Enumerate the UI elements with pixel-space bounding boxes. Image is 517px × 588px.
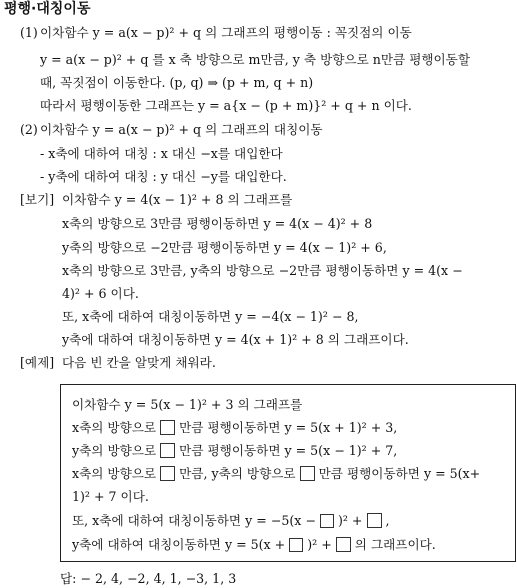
answer-blank-3[interactable] bbox=[160, 466, 175, 481]
box-line-4: 1)² + 7 이다. bbox=[72, 489, 149, 504]
section-1-line-2: 때, 꼭짓점이 이동한다. (p, q) ⇒ (p + m, q + n) bbox=[40, 75, 314, 90]
box-line-0: 이차함수 y = 5(x − 1)² + 3 의 그래프를 bbox=[72, 397, 303, 412]
box-line-3-text-a: x축의 방향으로 bbox=[72, 466, 157, 481]
example-heading: 이차함수 y = 4(x − 1)² + 8 의 그래프를 bbox=[62, 192, 293, 207]
example-line-2: y축의 방향으로 −2만큼 평행이동하면 y = 4(x − 1)² + 6, bbox=[62, 240, 387, 255]
box-line-1-text-a: x축의 방향으로 bbox=[72, 420, 157, 435]
answer-blank-2[interactable] bbox=[160, 443, 175, 458]
section-2-number: (2) bbox=[20, 122, 38, 137]
exercise-tag: [예제] bbox=[20, 355, 55, 370]
answer-blank-7[interactable] bbox=[289, 538, 303, 552]
box-line-1 bbox=[72, 419, 397, 437]
box-line-2-text-b: 만큼 평행이동하면 y = 5(x − 1)² + 7, bbox=[179, 443, 398, 458]
exercise-heading: 다음 빈 칸을 알맞게 채워라. bbox=[62, 355, 216, 370]
example-tag: [보기] bbox=[20, 192, 55, 207]
box-line-6-text-b: )² + bbox=[307, 537, 332, 552]
page-title: 평행·대칭이동 bbox=[4, 1, 91, 17]
example-line-4: 4)² + 6 이다. bbox=[62, 286, 139, 301]
box-line-2-text-a: y축의 방향으로 bbox=[72, 443, 157, 458]
box-line-5-text-a: 또, x축에 대하여 대칭이동하면 y = −5(x − bbox=[72, 513, 316, 528]
box-line-5 bbox=[72, 512, 390, 530]
box-line-3-text-c: 만큼 평행이동하면 y = 5(x+ bbox=[318, 466, 481, 481]
box-line-6-text-c: 의 그래프이다. bbox=[354, 537, 436, 552]
example-line-3: x축의 방향으로 3만큼, y축의 방향으로 −2만큼 평행이동하면 y = 4(x − bbox=[62, 263, 463, 278]
section-1-heading: 이차함수 y = a(x − p)² + q 의 그래프의 평행이동 : 꼭짓점의 이동 bbox=[40, 25, 412, 40]
box-line-5-text-c: , bbox=[385, 513, 390, 528]
section-2-line-2: - y축에 대하여 대칭 : y 대신 −y를 대입한다. bbox=[40, 169, 287, 184]
section-1-line-3: 따라서 평행이동한 그래프는 y = a{x − (p + m)}² + q + n 이다. bbox=[40, 98, 412, 113]
section-1-number: (1) bbox=[20, 25, 38, 40]
answer-line: 답: − 2, 4, −2, 4, 1, −3, 1, 3 bbox=[60, 571, 237, 586]
section-2-line-1: - x축에 대하여 대칭 : x 대신 −x를 대입한다 bbox=[40, 146, 283, 161]
answer-blank-8[interactable] bbox=[336, 537, 351, 552]
box-line-1-text-b: 만큼 평행이동하면 y = 5(x + 1)² + 3, bbox=[179, 420, 398, 435]
section-1-line-1: y = a(x − p)² + q 를 x 축 방향으로 m만큼, y 축 방향으로 n만큼 평행이동할 bbox=[40, 52, 471, 67]
answer-blank-5[interactable] bbox=[320, 514, 334, 528]
section-2-heading: 이차함수 y = a(x − p)² + q 의 그래프의 대칭이동 bbox=[40, 122, 323, 137]
box-line-2 bbox=[72, 442, 397, 460]
box-line-3 bbox=[72, 465, 480, 483]
example-line-5: 또, x축에 대하여 대칭이동하면 y = −4(x − 1)² − 8, bbox=[62, 309, 359, 324]
box-line-6 bbox=[72, 536, 436, 554]
example-line-1: x축의 방향으로 3만큼 평행이동하면 y = 4(x − 4)² + 8 bbox=[62, 216, 373, 231]
answer-blank-4[interactable] bbox=[300, 466, 315, 481]
box-line-5-text-b: )² + bbox=[337, 513, 363, 528]
example-line-6: y축에 대하여 대칭이동하면 y = 4(x + 1)² + 8 의 그래프이다. bbox=[62, 332, 409, 347]
box-line-3-text-b: 만큼, y축의 방향으로 bbox=[179, 466, 296, 481]
answer-blank-6[interactable] bbox=[367, 513, 382, 528]
box-line-6-text-a: y축에 대하여 대칭이동하면 y = 5(x + bbox=[72, 537, 286, 552]
answer-blank-1[interactable] bbox=[160, 420, 175, 435]
